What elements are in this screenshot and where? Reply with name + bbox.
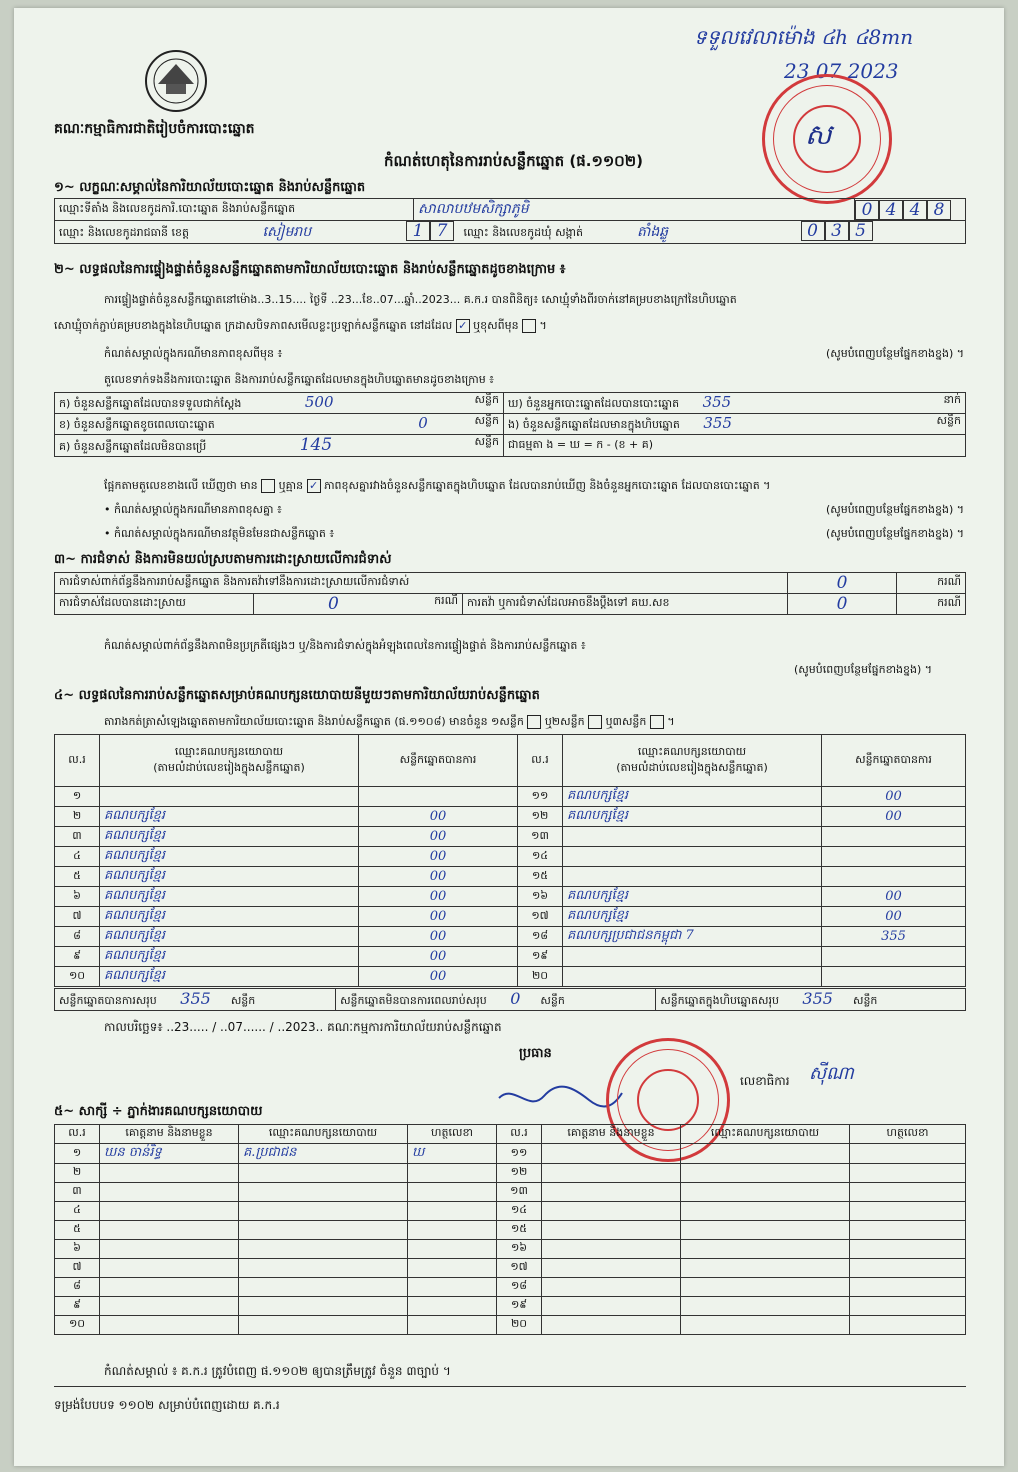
row-no: ៥: [55, 867, 100, 887]
difference-check-line: ផ្អែកតាមតួលេខខាងលើ ឃើញថា មាន ឬគ្មាន ✓ ភាពខុសគ្នារវាងចំនួនសន្លឹកឆ្នោតក្នុងហិបឆ្នោត ដែលបានរាប់ឃើញ និងចំនួនអ្នកបោះឆ្នោត ដែលបានបោះឆ្នោត ។: [104, 479, 771, 492]
results-table: [54, 734, 966, 987]
witness-row: [55, 1164, 966, 1183]
party-name: [563, 947, 822, 967]
party-name: គណបក្សខ្មែរ: [100, 947, 359, 967]
party-votes: 00: [822, 787, 966, 807]
witness-party: [239, 1240, 408, 1259]
witness-signature: [850, 1240, 966, 1259]
section4-heading: ៤~ លទ្ធផលនៃការរាប់សន្លឹកឆ្នោតសម្រាប់គណបក្សនយោបាយនីមួយៗតាមការិយាល័យរាប់សន្លឹកឆ្នោត: [54, 688, 540, 703]
witness-party: [239, 1316, 408, 1335]
nec-emblem-icon: [136, 46, 216, 116]
spoiled-ballots-row: ខ) ចំនួនសន្លឹកឆ្នោតខូចពេលបោះឆ្នោត 0 សន្លឹក: [55, 414, 504, 435]
row-no: ៨: [55, 927, 100, 947]
witness-no: ៦: [55, 1240, 100, 1259]
witness-col-sign-left: ហត្ថលេខា: [408, 1125, 497, 1144]
witness-name: [100, 1240, 239, 1259]
witness-party: [681, 1202, 850, 1221]
witness-signature: [850, 1278, 966, 1297]
witness-no: ៣: [55, 1183, 100, 1202]
appeals-unit: ករណី: [897, 594, 966, 615]
party-name: គណបក្សខ្មែរ: [100, 867, 359, 887]
footnote: កំណត់សម្គាល់ ៖ គ.ក.រ ត្រូវបំពេញ ផ.១១០២ ឲ្យបានត្រឹមត្រូវ ចំនួន ៣ច្បាប់ ។: [104, 1364, 451, 1378]
difference-no-checkbox[interactable]: ✓: [307, 479, 321, 493]
witness-signature: [408, 1316, 497, 1335]
witness-party: [239, 1259, 408, 1278]
witness-col-name-left: គោត្តនាម និងនាមខ្លួន: [100, 1125, 239, 1144]
witness-name: [100, 1297, 239, 1316]
witness-name: [100, 1164, 239, 1183]
results-row: [55, 827, 966, 847]
section1-table: [54, 198, 966, 244]
party-votes: 00: [822, 807, 966, 827]
witness-party: [239, 1183, 408, 1202]
results-row: [55, 927, 966, 947]
commune-code-2: 3: [825, 221, 849, 241]
party-name: [563, 867, 822, 887]
witness-no: ៩: [55, 1297, 100, 1316]
witness-signature: [408, 1259, 497, 1278]
witness-no: ១៤: [497, 1202, 542, 1221]
party-votes: [822, 967, 966, 987]
witness-col-name-right: គោត្តនាម និងនាមខ្លួន: [542, 1125, 681, 1144]
party-name: [563, 847, 822, 867]
results-row: [55, 807, 966, 827]
witness-signature: [850, 1259, 966, 1278]
irregularity-note-tail: (សូមបំពេញបន្ថែមផ្នែកខាងខ្នង) ។: [794, 663, 933, 676]
totals-table: [54, 988, 966, 1011]
witness-row: [55, 1144, 966, 1164]
witness-name: [542, 1316, 681, 1335]
province-code-2: 7: [430, 221, 454, 241]
check-paragraph-1: ការផ្ទៀងផ្ទាត់ចំនួនសន្លឹកឆ្នោតនៅម៉ោង..3..15.... ថ្ងៃទី ..23...ខែ..07...ឆ្នាំ..2023... គ.ក.រ បានពិនិត្យ៖ សោឃ្មុំទាំងពីរចាក់នៅគម្របខាងក្រៅនៃហិបឆ្នោត: [104, 293, 737, 306]
province-value: សៀមរាប: [262, 224, 312, 240]
witness-name: [100, 1221, 239, 1240]
witness-name: [542, 1202, 681, 1221]
party-votes: 00: [359, 967, 518, 987]
ballots-in-box-row: ង) ចំនួនសន្លឹកឆ្នោតដែលមានក្នុងហិបឆ្នោត 355 សន្លឹក: [504, 414, 966, 435]
col-votes-right: សន្លឹកឆ្នោតបានការ: [822, 735, 966, 787]
results-row: [55, 947, 966, 967]
witness-party: [681, 1221, 850, 1240]
party-name: គណបក្សខ្មែរ: [100, 807, 359, 827]
unchanged-checkbox[interactable]: ✓: [456, 319, 470, 333]
party-name: គណបក្សខ្មែរ: [100, 887, 359, 907]
witness-name: [542, 1240, 681, 1259]
difference-yes-checkbox[interactable]: [261, 479, 275, 493]
witness-signature: [408, 1240, 497, 1259]
witness-row: [55, 1202, 966, 1221]
witness-signature: [850, 1164, 966, 1183]
location-value: សាលាបឋមសិក្សាភូមិ: [414, 199, 855, 221]
row-no: ២០: [518, 967, 563, 987]
witness-col-no-right: ល.រ: [497, 1125, 542, 1144]
witness-party: [239, 1164, 408, 1183]
witness-signature: [408, 1202, 497, 1221]
check-paragraph-2: សោឃ្មុំចាក់ភ្ជាប់គម្របខាងក្នុងនៃហិបឆ្នោត ក្រដាសបិទភាពសមើលខ្លះប្រឡាក់សន្លឹកឆ្នោត នៅដដែល ✓ ឬខុសពីមុន ។: [54, 319, 547, 332]
province-code-1: 1: [406, 221, 430, 241]
party-name: គណបក្សខ្មែរ: [563, 887, 822, 907]
witness-signature: [850, 1221, 966, 1240]
row-no: ១៥: [518, 867, 563, 887]
witness-no: ១: [55, 1144, 100, 1164]
witness-party: [681, 1240, 850, 1259]
witness-signature: [408, 1221, 497, 1240]
witness-party: [239, 1297, 408, 1316]
col-no-left: ល.រ: [55, 735, 100, 787]
party-name: គណបក្សខ្មែរ: [563, 807, 822, 827]
witness-row: [55, 1259, 966, 1278]
witness-no: ១០: [55, 1316, 100, 1335]
witness-party: [681, 1297, 850, 1316]
appeals-value: 0: [788, 594, 897, 615]
total-valid: សន្លឹកឆ្នោតបានការសរុប 355 សន្លឹក: [55, 989, 336, 1011]
witness-signature: [408, 1297, 497, 1316]
form-sheet: [14, 8, 1004, 1466]
row-no: ១០: [55, 967, 100, 987]
witness-party: [681, 1259, 850, 1278]
complaints-row-label: ការជំទាស់ពាក់ព័ន្ធនឹងការរាប់សន្លឹកឆ្នោត និងការតវ៉ាទៅនឹងការដោះស្រាយលើការជំទាស់: [55, 573, 788, 594]
location-code: 0 4 4 8: [855, 199, 966, 221]
secretary-signature: ស៊ីណា: [809, 1063, 854, 1084]
bullet-difference-note: • កំណត់សម្គាល់ក្នុងករណីមានភាពខុសគ្នា ៖ (សូមបំពេញបន្ថែមផ្នែកខាងខ្នង) ។: [104, 503, 964, 516]
complaints-table: [54, 572, 966, 615]
received-time-note: ទទួលវេលាម៉ោង ៤h ៤8mn: [694, 25, 914, 49]
figures-intro: តួលេខទាក់ទងនឹងការបោះឆ្នោត និងការរាប់សន្លឹកឆ្នោតដែលមានក្នុងហិបឆ្នោតមានដូចខាងក្រោម ៖: [104, 373, 495, 386]
witness-name: [542, 1259, 681, 1278]
party-votes: [359, 787, 518, 807]
witness-name: [542, 1144, 681, 1164]
form-title: កំណត់ហេតុនៃការរាប់សន្លឹកឆ្នោត (ផ.១១០២): [384, 152, 644, 170]
formula-row: ជាធម្មតា ង = ឃ = ក - (ខ + គ): [504, 435, 966, 457]
witness-party: [681, 1183, 850, 1202]
party-name: [100, 787, 359, 807]
row-no: ១៨: [518, 927, 563, 947]
witness-no: ១១: [497, 1144, 542, 1164]
party-votes: 00: [359, 847, 518, 867]
three-sheet-checkbox[interactable]: [650, 715, 664, 729]
witness-signature: [850, 1202, 966, 1221]
witness-party: [681, 1164, 850, 1183]
party-votes: [822, 867, 966, 887]
witness-col-party-right: ឈ្មោះគណបក្សនយោបាយ: [681, 1125, 850, 1144]
witness-name: [100, 1259, 239, 1278]
received-ballots-row: ក) ចំនួនសន្លឹកឆ្នោតដែលបានទទួលជាក់ស្តែង 500 សន្លឹក: [55, 393, 504, 414]
witness-col-sign-right: ហត្ថលេខា: [850, 1125, 966, 1144]
chair-signature: [494, 1078, 624, 1118]
witness-no: ១២: [497, 1164, 542, 1183]
row-no: ១៩: [518, 947, 563, 967]
row-no: ១៦: [518, 887, 563, 907]
party-votes: 00: [359, 947, 518, 967]
party-name: គណបក្សខ្មែរ: [100, 967, 359, 987]
witness-party: [239, 1221, 408, 1240]
resolved-complaints-value: 0 ករណី: [254, 594, 463, 615]
witness-row: [55, 1183, 966, 1202]
col-party-right: ឈ្មោះគណបក្សនយោបាយ (តាមលំដាប់លេខរៀងក្នុងសន្លឹកឆ្នោត): [563, 735, 822, 787]
bullet-foreign-objects-note: • កំណត់សម្គាល់ក្នុងករណីមានវត្ថុមិនមែនជាសន្លឹកឆ្នោត ៖ (សូមបំពេញបន្ថែមផ្នែកខាងខ្នង) ។: [104, 527, 964, 540]
figures-table: [54, 392, 966, 457]
witness-no: ១៥: [497, 1221, 542, 1240]
party-votes: 00: [359, 807, 518, 827]
footer-text: ទម្រង់បែបបទ ១១០២ សម្រាប់បំពេញដោយ គ.ក.រ: [54, 1398, 280, 1412]
section2-heading: ២~ លទ្ធផលនៃការផ្ទៀងផ្ទាត់ចំនួនសន្លឹកឆ្នោតតាមការិយាល័យបោះឆ្នោត និងរាប់សន្លឹកឆ្នោតដូចខាងក្រោម ៖: [54, 262, 566, 277]
party-votes: [822, 947, 966, 967]
results-row: [55, 967, 966, 987]
note-different: កំណត់សម្គាល់ក្នុងករណីមានភាពខុសពីមុន ៖ (សូមបំពេញបន្ថែមផ្នែកខាងខ្នង) ។: [104, 347, 964, 360]
col-party-left: ឈ្មោះគណបក្សនយោបាយ (តាមលំដាប់លេខរៀងក្នុងសន្លឹកឆ្នោត): [100, 735, 359, 787]
party-name: [563, 827, 822, 847]
witness-row: [55, 1240, 966, 1259]
row-no: ៣: [55, 827, 100, 847]
party-votes: 00: [359, 927, 518, 947]
total-in-box: សន្លឹកឆ្នោតក្នុងហិបឆ្នោតសរុប 355 សន្លឹក: [656, 989, 966, 1011]
section1-heading: ១~ លក្ខណៈសម្គាល់នៃការិយាល័យបោះឆ្នោត និងរាប់សន្លឹកឆ្នោត: [54, 180, 366, 195]
witness-no: ៤: [55, 1202, 100, 1221]
row-no: ៦: [55, 887, 100, 907]
row-no: ២: [55, 807, 100, 827]
appeals-label: ការតវ៉ា ឬការជំទាស់ដែលអាចនឹងប្តឹងទៅ គឃ.សខ: [463, 594, 788, 615]
witness-no: ២០: [497, 1316, 542, 1335]
party-votes: 00: [822, 907, 966, 927]
party-name: គណបក្សប្រជាជនកម្ពុជា 7: [563, 927, 822, 947]
witness-no: ១៩: [497, 1297, 542, 1316]
row-no: ១៧: [518, 907, 563, 927]
col-votes-left: សន្លឹកឆ្នោតបានការ: [359, 735, 518, 787]
witness-name: [542, 1221, 681, 1240]
row-no: ៤: [55, 847, 100, 867]
province-label: ឈ្មោះ និងលេខកូដរាជធានី ខេត្ត: [59, 226, 189, 239]
row-no: ១១: [518, 787, 563, 807]
witness-no: ១៦: [497, 1240, 542, 1259]
witness-signature: [850, 1316, 966, 1335]
party-name: គណបក្សខ្មែរ: [100, 827, 359, 847]
witness-row: [55, 1278, 966, 1297]
official-seal-top: ស: [762, 74, 892, 204]
party-name: គណបក្សខ្មែរ: [563, 787, 822, 807]
witness-no: ៥: [55, 1221, 100, 1240]
party-name: គណបក្សខ្មែរ: [100, 907, 359, 927]
complaints-row-value: 0: [788, 573, 897, 594]
witness-name: [542, 1278, 681, 1297]
party-votes: 00: [359, 867, 518, 887]
witness-name: [100, 1183, 239, 1202]
party-name: [563, 967, 822, 987]
witness-name: [100, 1278, 239, 1297]
results-row: [55, 887, 966, 907]
party-votes: 00: [822, 887, 966, 907]
witness-signature: [850, 1183, 966, 1202]
witness-party: [239, 1202, 408, 1221]
results-row: [55, 867, 966, 887]
witness-signature: [408, 1278, 497, 1297]
party-name: គណបក្សខ្មែរ: [100, 847, 359, 867]
unused-ballots-row: គ) ចំនួនសន្លឹកឆ្នោតដែលមិនបានប្រើ 145 សន្លឹក: [55, 435, 504, 457]
col-no-right: ល.រ: [518, 735, 563, 787]
witness-party: [681, 1316, 850, 1335]
row-no: ១៤: [518, 847, 563, 867]
witness-name: [542, 1297, 681, 1316]
party-name: គណបក្សខ្មែរ: [100, 927, 359, 947]
party-votes: 355: [822, 927, 966, 947]
commune-code-1: 0: [801, 221, 825, 241]
irregularity-note: កំណត់សម្គាល់ពាក់ព័ន្ធនឹងភាពមិនប្រក្រតីផ្សេងៗ ឬ/និងការជំទាស់ក្នុងអំឡុងពេលនៃការផ្ទៀងផ្ទាត់ និងការរាប់សន្លឹកឆ្នោត ៖: [104, 639, 586, 652]
row-no: ១៣: [518, 827, 563, 847]
witness-name: [100, 1202, 239, 1221]
location-label: ឈ្មោះទីតាំង និងលេខកូដការិ.បោះឆ្នោត និងរាប់សន្លឹកឆ្នោត: [55, 199, 414, 221]
row-no: ១២: [518, 807, 563, 827]
party-votes: 00: [359, 887, 518, 907]
results-row: [55, 847, 966, 867]
witness-signature: [850, 1144, 966, 1164]
witness-no: ១៧: [497, 1259, 542, 1278]
row-no: ១: [55, 787, 100, 807]
section3-heading: ៣~ ការជំទាស់ និងការមិនយល់ស្របតាមការដោះស្រាយលើការជំទាស់: [54, 552, 392, 567]
witness-col-no-left: ល.រ: [55, 1125, 100, 1144]
party-votes: 00: [359, 907, 518, 927]
witness-row: [55, 1221, 966, 1240]
results-row: [55, 787, 966, 807]
witness-signature: ឃ: [408, 1144, 497, 1164]
chair-label: ប្រធាន: [519, 1046, 552, 1061]
witness-signature: [850, 1297, 966, 1316]
witness-no: ៨: [55, 1278, 100, 1297]
witness-row: [55, 1316, 966, 1335]
witness-row: [55, 1297, 966, 1316]
witness-party: [681, 1144, 850, 1164]
party-votes: 00: [359, 827, 518, 847]
received-date-note: 23 07 2023: [784, 59, 899, 83]
witness-col-party-left: ឈ្មោះគណបក្សនយោបាយ: [239, 1125, 408, 1144]
witness-signature: [408, 1183, 497, 1202]
results-row: [55, 907, 966, 927]
witness-party: គ.ប្រជាជន: [239, 1144, 408, 1164]
section5-heading: ៥~ សាក្សី ÷ ភ្នាក់ងារគណបក្សនយោបាយ: [54, 1104, 263, 1119]
witness-name: ឃន ចាន់រិទ្ធ: [100, 1144, 239, 1164]
witness-signature: [408, 1164, 497, 1183]
resolved-complaints-label: ការជំទាស់ដែលបានដោះស្រាយ: [55, 594, 254, 615]
secretary-label: លេខាធិការ: [740, 1074, 790, 1088]
party-votes: [822, 847, 966, 867]
two-sheet-checkbox[interactable]: [588, 715, 602, 729]
witness-party: [239, 1278, 408, 1297]
tally-sheet-intro: តារាងកត់ត្រាសំឡេងឆ្នោតតាមការិយាល័យបោះឆ្នោត និងរាប់សន្លឹកឆ្នោត (ផ.១១០៨) មានចំនួន ១សន្លឹក ឬ២សន្លឹក ឬ៣សន្លឹក ។: [104, 715, 675, 728]
footer-divider: [54, 1386, 966, 1387]
commune-label: ឈ្មោះ និងលេខកូដឃុំ សង្កាត់: [463, 226, 584, 239]
witness-party: [681, 1278, 850, 1297]
voters-row: ឃ) ចំនួនអ្នកបោះឆ្នោតដែលបានបោះឆ្នោត 355 នាក់: [504, 393, 966, 414]
row-no: ៩: [55, 947, 100, 967]
party-votes: [822, 827, 966, 847]
changed-checkbox[interactable]: [522, 319, 536, 333]
witness-name: [100, 1316, 239, 1335]
one-sheet-checkbox[interactable]: [527, 715, 541, 729]
witness-table: [54, 1124, 966, 1335]
witness-name: [542, 1164, 681, 1183]
witness-no: ៧: [55, 1259, 100, 1278]
witness-name: [542, 1183, 681, 1202]
witness-no: ១៨: [497, 1278, 542, 1297]
witness-no: ១៣: [497, 1183, 542, 1202]
org-name: គណៈកម្មាធិការជាតិរៀបចំការបោះឆ្នោត: [54, 121, 255, 137]
party-name: គណបក្សខ្មែរ: [563, 907, 822, 927]
signing-date-line: កាលបរិច្ឆេទ៖ ..23..... / ..07...... / ..2023.. គណៈកម្មការការិយាល័យរាប់សន្លឹកឆ្នោត: [104, 1020, 502, 1034]
total-invalid: សន្លឹកឆ្នោតមិនបានការពេលរាប់សរុប 0 សន្លឹក: [336, 989, 656, 1011]
commune-code-3: 5: [849, 221, 873, 241]
row-no: ៧: [55, 907, 100, 927]
complaints-row-unit: ករណី: [897, 573, 966, 594]
witness-no: ២: [55, 1164, 100, 1183]
commune-value: តាំងឆ្លូ: [637, 224, 669, 240]
